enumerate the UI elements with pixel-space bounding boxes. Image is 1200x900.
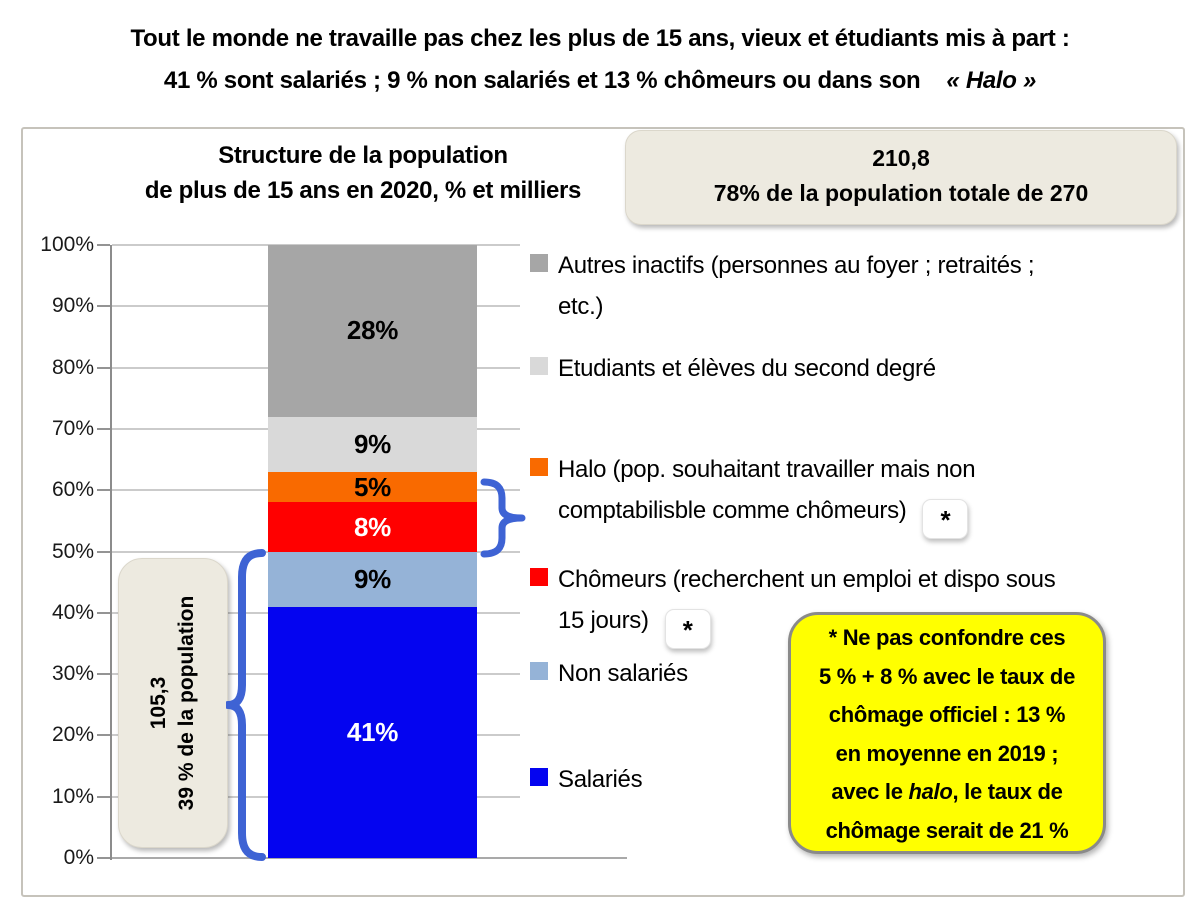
y-axis-tick <box>97 428 110 430</box>
legend-swatch-halo <box>530 458 548 476</box>
salaried-population-caption: 39 % de la population <box>175 595 198 811</box>
legend-label: Etudiants et élèves du second degré <box>558 355 936 382</box>
y-axis-label: 10% <box>51 784 94 808</box>
legend-item-autres-inactifs <box>530 245 1188 327</box>
total-callout <box>625 130 1177 225</box>
asterisk-chip: * <box>665 609 711 649</box>
chart-frame <box>21 127 1185 897</box>
y-axis-label: 30% <box>51 662 94 686</box>
page-title-line2 <box>0 60 1200 102</box>
y-axis-tick <box>97 796 110 798</box>
note-line5-post: , le taux de <box>952 779 1063 804</box>
left-brace <box>226 549 266 861</box>
salaried-population-callout <box>118 558 228 848</box>
legend-swatch-etudiants <box>530 357 548 375</box>
chart-title-line2: de plus de 15 ans en 2020, % et milliers <box>144 177 582 204</box>
y-axis-tick <box>97 734 110 736</box>
y-axis-tick <box>97 305 110 307</box>
page-title <box>0 18 1200 102</box>
note-line3: chômage officiel : 13 % <box>828 702 1066 727</box>
asterisk-chip: * <box>922 499 968 539</box>
total-value: 210,8 <box>872 145 930 171</box>
salaried-population-value: 105,3 <box>147 676 170 730</box>
y-axis-label: 80% <box>51 355 94 379</box>
legend-label: Autres inactifs (personnes au foyer ; retraités ; <box>558 252 1035 279</box>
y-axis-label: 40% <box>51 600 94 624</box>
y-axis-label: 70% <box>51 416 94 440</box>
y-axis-tick <box>97 244 110 246</box>
y-axis-label: 0% <box>63 846 94 869</box>
y-axis-tick <box>97 551 110 553</box>
y-axis-tick <box>97 857 110 859</box>
y-axis-label: 20% <box>51 723 94 747</box>
note-line6: chômage serait de 21 % <box>825 817 1069 843</box>
page-title-line1: Tout le monde ne travaille pas chez les plus de 15 ans, vieux et étudiants mis à part : <box>130 25 1070 52</box>
chart-title <box>63 138 663 208</box>
legend-item-etudiants <box>530 348 1188 389</box>
y-axis-tick <box>97 612 110 614</box>
note-line2: 5 % + 8 % avec le taux de <box>818 663 1076 689</box>
legend-label: Chômeurs (recherchent un emploi et dispo sous <box>558 566 1056 593</box>
y-axis-line <box>110 245 112 860</box>
y-axis-tick <box>97 367 110 369</box>
y-axis-label: 100% <box>40 233 94 256</box>
bar-segment <box>268 607 477 858</box>
chart-title-line1: Structure de la population <box>218 142 508 169</box>
page-title-line2-main: 41 % sont salariés ; 9 % non salariés et 13 % chômeurs ou dans son <box>163 67 921 94</box>
legend-swatch-salaries <box>530 768 548 786</box>
legend-swatch-autres-inactifs <box>530 254 548 272</box>
bar-segment-label: 9% <box>354 428 391 459</box>
y-axis-label: 50% <box>51 539 94 563</box>
legend-label: etc.) <box>558 293 604 320</box>
right-brace <box>480 478 526 558</box>
bar-segment <box>268 245 477 417</box>
note-line5 <box>791 773 1103 812</box>
bar-stack <box>268 245 477 858</box>
y-axis-label: 60% <box>51 478 94 502</box>
bar-segment <box>268 502 477 551</box>
right-brace-icon <box>480 478 526 558</box>
note-line5-italic: halo <box>908 779 953 804</box>
bar-segment-label: 5% <box>354 471 391 502</box>
y-axis-tick <box>97 673 110 675</box>
note-box <box>788 612 1106 854</box>
bar-segment <box>268 472 477 503</box>
legend-swatch-non-salaries <box>530 662 548 680</box>
legend-label: comptabilisble comme chômeurs) <box>558 497 907 524</box>
legend-label: Halo (pop. souhaitant travailler mais non <box>558 456 976 483</box>
legend-item-halo <box>530 449 1188 539</box>
bar-segment-label: 28% <box>346 315 399 346</box>
bar-segment <box>268 552 477 607</box>
bar-segment-label: 8% <box>354 511 391 542</box>
y-axis-label: 90% <box>51 294 94 318</box>
note-line4: en moyenne en 2019 ; <box>835 740 1059 766</box>
left-brace-icon <box>226 549 266 861</box>
y-axis-tick <box>97 489 110 491</box>
legend-swatch-chomeurs <box>530 568 548 586</box>
total-caption: 78% de la population totale de 270 <box>713 180 1089 206</box>
bar-segment-label: 9% <box>354 563 391 594</box>
salaried-population-callout-text <box>145 558 201 848</box>
bar-segment <box>268 417 477 472</box>
note-line5-pre: avec le <box>831 779 909 804</box>
note-line1: * Ne pas confondre ces <box>828 625 1066 650</box>
legend-label: Salariés <box>558 766 643 793</box>
bar-segment-label: 41% <box>346 716 399 747</box>
page-title-halo: « Halo » <box>946 67 1037 94</box>
legend-label: 15 jours) <box>558 607 649 634</box>
legend-label: Non salariés <box>558 660 688 687</box>
